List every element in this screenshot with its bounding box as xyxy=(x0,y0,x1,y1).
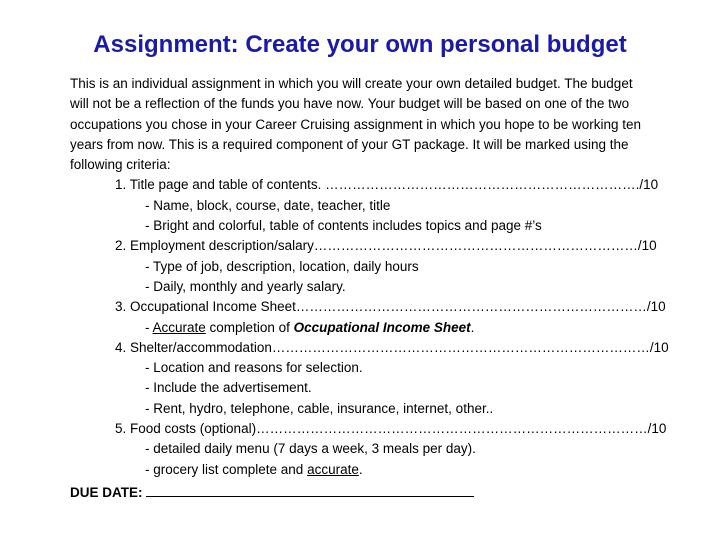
intro-line: This is an individual assignment in which you will create your own detailed budget. The budget xyxy=(70,76,633,91)
page-title: Assignment: Create your own personal budget xyxy=(93,31,627,58)
criterion-title-page: 1. Title page and table of contents. ……………………………………………………………./10 xyxy=(115,177,659,193)
income-sheet-name: Occupational Income Sheet xyxy=(293,319,471,335)
criterion-detail: - Daily, monthly and yearly salary. xyxy=(145,278,346,294)
criteria-list xyxy=(70,175,670,479)
underlined-accurate: Accurate xyxy=(152,319,206,335)
intro-line: occupations you chose in your Career Cruising assignment in which you hope to be working ten xyxy=(70,116,642,132)
assignment-body xyxy=(70,74,670,480)
detail-prefix: - grocery list complete and xyxy=(145,461,308,477)
criterion-food-costs: 5. Food costs (optional)……………………………………………………………………………/10 xyxy=(115,421,667,437)
criterion-detail xyxy=(70,318,670,338)
detail-prefix: - xyxy=(145,319,153,335)
intro-line: will not be a reflection of the funds you have now. Your budget will be based on one of the two xyxy=(70,96,630,112)
criterion-detail xyxy=(70,460,670,480)
criterion-shelter: 4. Shelter/accommodation…………………………………………………………………………/10 xyxy=(115,339,669,355)
criterion-detail: - Rent, hydro, telephone, cable, insurance, internet, other.. xyxy=(145,400,494,416)
underlined-accurate: accurate xyxy=(307,461,359,477)
criterion-detail: - detailed daily menu (7 days a week, 3 meals per day). xyxy=(145,441,476,457)
detail-middle: completion of xyxy=(205,319,294,335)
intro-paragraph xyxy=(70,74,670,175)
due-date xyxy=(70,484,474,500)
criterion-detail: - Bright and colorful, table of contents includes topics and page #’s xyxy=(145,218,542,234)
criterion-detail: - Location and reasons for selection. xyxy=(145,360,363,376)
criterion-income-sheet: 3. Occupational Income Sheet……………………………………………………………………/10 xyxy=(115,299,666,315)
intro-line: following criteria: xyxy=(70,157,171,173)
due-date-blank-line xyxy=(146,484,474,497)
criterion-employment: 2. Employment description/salary………………………………………………………………/10 xyxy=(115,238,657,254)
criterion-detail: - Name, block, course, date, teacher, title xyxy=(145,197,391,213)
due-date-label: DUE DATE: xyxy=(70,485,143,500)
detail-suffix: . xyxy=(470,319,475,335)
criterion-detail: - Type of job, description, location, daily hours xyxy=(145,258,419,274)
intro-line: years from now. This is a required component of your GT package. It will be marked using the xyxy=(70,136,629,152)
detail-suffix: . xyxy=(358,461,363,477)
criterion-detail: - Include the advertisement. xyxy=(145,380,312,396)
